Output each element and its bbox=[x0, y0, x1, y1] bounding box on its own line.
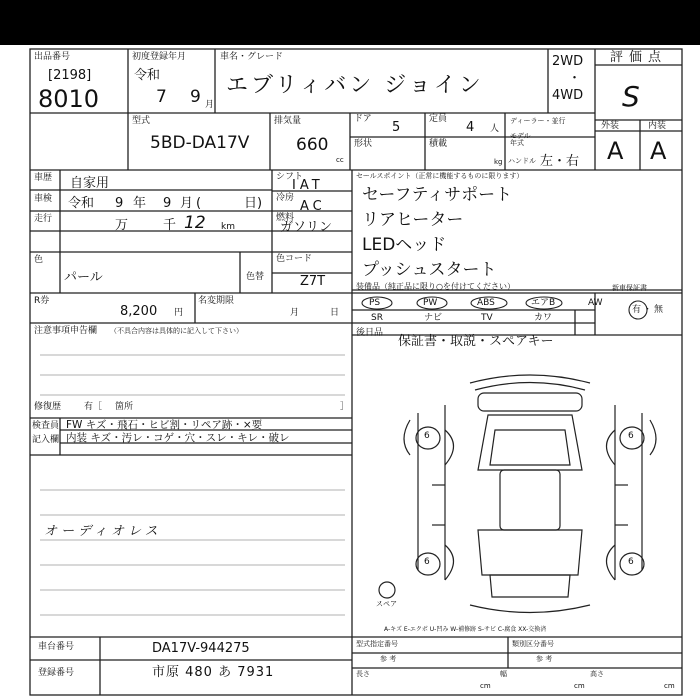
repair-close: ］ bbox=[340, 402, 350, 412]
notes-label: 注意事項申告欄 bbox=[34, 326, 98, 336]
color-code-label: 色コード bbox=[276, 254, 313, 264]
inspection-year-unit: 年 bbox=[133, 196, 147, 211]
color-change-label: 色替 bbox=[246, 272, 265, 282]
mileage-unit: km bbox=[221, 222, 235, 232]
inspection-era: 令和 bbox=[68, 196, 95, 211]
inspector-label-1: 検査員 bbox=[32, 421, 60, 431]
handle-value: 左・右 bbox=[540, 154, 580, 169]
equipment-label: 装備品（純正品に限り○を付けてください） bbox=[356, 282, 515, 291]
first-reg-era: 令和 bbox=[134, 68, 161, 83]
mileage-sen: 千 bbox=[163, 218, 177, 233]
capacity-value: 4 bbox=[466, 120, 475, 135]
equip-leather: カワ bbox=[534, 313, 553, 323]
inspection-month-unit: 月 bbox=[180, 196, 194, 211]
drive-4wd: 4WD bbox=[552, 88, 584, 103]
warranty-expiry-label: 名変期限 bbox=[198, 296, 235, 306]
width-label: 幅 bbox=[500, 670, 507, 678]
car-type-value: 自家用 bbox=[70, 176, 110, 191]
interior-label: 内装 bbox=[648, 121, 667, 131]
auction-sheet bbox=[0, 45, 700, 700]
ac-label: 冷房 bbox=[276, 193, 295, 203]
length-label: 長さ bbox=[356, 670, 370, 678]
sales-point-2: リアヒーター bbox=[362, 210, 464, 230]
new-warranty-label: 新車保証書 bbox=[612, 284, 647, 292]
sales-points-label: セールスポイント（正常に機能するものに限ります） bbox=[356, 172, 524, 180]
exterior-label: 外装 bbox=[601, 121, 620, 131]
inspector-label-2: 記入欄 bbox=[32, 435, 60, 445]
category-ref: 参 考 bbox=[536, 655, 553, 663]
inspection-paren: ( bbox=[196, 196, 202, 211]
height-label: 高さ bbox=[590, 670, 604, 678]
shift-value: IAT bbox=[292, 178, 324, 193]
form-grid-lines bbox=[0, 45, 700, 700]
equip-abs: ABS bbox=[477, 298, 495, 308]
recycle-unit: 円 bbox=[174, 308, 184, 318]
recycle-value: 8,200 bbox=[120, 304, 158, 319]
equip-navi: ナビ bbox=[424, 313, 443, 323]
recycle-label: R券 bbox=[34, 296, 50, 306]
inspection-day-unit: 日) bbox=[244, 196, 263, 211]
model-year-label: モデル 年式 bbox=[510, 132, 531, 147]
inspector-fw-line: FW キズ・飛石・ヒビ割・リペア跡・×要 bbox=[66, 419, 263, 431]
plate-label: 登録番号 bbox=[38, 668, 75, 678]
tire-mark-fl: 6 bbox=[424, 431, 430, 441]
car-type-label: 車歴 bbox=[34, 173, 53, 183]
exterior-grade: A bbox=[607, 137, 624, 165]
door-value: 5 bbox=[392, 120, 401, 135]
equip-sr: SR bbox=[371, 313, 383, 323]
displacement-label: 排気量 bbox=[274, 116, 302, 126]
displacement-unit: cc bbox=[336, 156, 344, 164]
chassis-label: 車台番号 bbox=[38, 642, 75, 652]
first-reg-year: 7 bbox=[156, 87, 167, 107]
length-unit: cm bbox=[480, 682, 491, 690]
repair-label: 修復歴 bbox=[34, 402, 62, 412]
plate-number: 市原 480 あ 7931 bbox=[152, 665, 275, 680]
fuel-label: 燃料 bbox=[276, 213, 295, 223]
tire-mark-rr: 6 bbox=[628, 557, 634, 567]
model-code: 5BD-DA17V bbox=[150, 133, 250, 153]
drive-dot: ・ bbox=[568, 71, 582, 86]
name-label: 車名・グレード bbox=[220, 52, 284, 62]
car-diagram bbox=[379, 375, 656, 613]
spare-label: スペア bbox=[376, 600, 397, 608]
mileage-label: 走行 bbox=[34, 214, 53, 224]
color-value: パール bbox=[64, 270, 103, 285]
category-label: 類別区分番号 bbox=[512, 640, 554, 648]
lot-number: 8010 bbox=[38, 85, 100, 113]
chassis-number: DA17V-944275 bbox=[152, 641, 250, 656]
equip-pw: PW bbox=[423, 298, 438, 308]
inspection-month: 9 bbox=[163, 196, 172, 211]
repair-value: 有［ bbox=[84, 402, 103, 412]
lot-label: 出品番号 bbox=[34, 52, 71, 62]
rating-value: S bbox=[622, 80, 640, 113]
rating-label: 評価点 bbox=[610, 50, 668, 65]
import-label: ディーラー・並行 bbox=[510, 117, 566, 125]
inspection-year: 9 bbox=[115, 196, 124, 211]
model-label: 型式 bbox=[132, 116, 151, 126]
tire-mark-fr: 6 bbox=[628, 431, 634, 441]
interior-grade: A bbox=[650, 137, 667, 165]
repair-suffix: 箇所 bbox=[115, 402, 134, 412]
kg-unit: kg bbox=[494, 158, 503, 166]
handwritten-note: オーディオレス bbox=[44, 524, 162, 539]
warranty-month: 月 bbox=[290, 308, 300, 318]
car-name: エブリィバン ジョイン bbox=[226, 73, 484, 98]
inspector-interior-line: 内装 キズ・汚レ・コゲ・穴・スレ・キレ・破レ bbox=[66, 432, 290, 444]
sales-point-4: プッシュスタート bbox=[362, 260, 497, 280]
fuel-value: ガソリン bbox=[280, 220, 333, 235]
shape-label: 形状 bbox=[354, 139, 373, 149]
first-reg-label: 初度登録年月 bbox=[132, 52, 187, 62]
shift-label: シフト bbox=[276, 172, 304, 182]
equip-aw: AW bbox=[588, 298, 603, 308]
width-unit: cm bbox=[574, 682, 585, 690]
door-label: ドア bbox=[354, 114, 372, 124]
mileage-value: 12 bbox=[184, 213, 206, 233]
designated-ref: 参 考 bbox=[380, 655, 397, 663]
notes-sub: （不具合内容は具体的に記入して下さい） bbox=[110, 327, 243, 335]
handle-label: ハンドル bbox=[508, 157, 536, 165]
first-reg-month-unit: 月 bbox=[205, 100, 215, 110]
lot-bracket: [2198] bbox=[48, 68, 92, 83]
equip-airbag: エアB bbox=[531, 298, 556, 308]
equip-tv: TV bbox=[481, 313, 493, 323]
sales-point-3: LEDヘッド bbox=[362, 235, 447, 255]
color-label: 色 bbox=[34, 255, 44, 265]
height-unit: cm bbox=[664, 682, 675, 690]
designated-label: 型式指定番号 bbox=[356, 640, 398, 648]
displacement-value: 660 bbox=[296, 135, 329, 155]
tire-mark-rl: 6 bbox=[424, 557, 430, 567]
capacity-unit: 人 bbox=[490, 124, 500, 134]
accessories-label: 後日品 bbox=[356, 328, 384, 338]
load-label: 積載 bbox=[429, 139, 448, 149]
capacity-label: 定員 bbox=[429, 114, 448, 124]
accessories-value: 保証書・取説・スペアキー bbox=[398, 334, 554, 349]
new-warranty-value: 有・無 bbox=[632, 305, 666, 315]
color-code-value: Z7T bbox=[300, 274, 326, 289]
mileage-man: 万 bbox=[115, 218, 129, 233]
equip-ps: PS bbox=[369, 298, 381, 308]
first-reg-month: 9 bbox=[190, 87, 201, 107]
damage-legend: A-キズ E-エクボ U-凹み W-補修跡 S-サビ C-腐食 XX-交換済 bbox=[384, 626, 547, 633]
inspection-label: 車検 bbox=[34, 194, 53, 204]
ac-value: AC bbox=[300, 199, 326, 214]
sales-point-1: セーフティサポート bbox=[362, 185, 513, 205]
warranty-day: 日 bbox=[330, 308, 340, 318]
drive-2wd: 2WD bbox=[552, 54, 584, 69]
